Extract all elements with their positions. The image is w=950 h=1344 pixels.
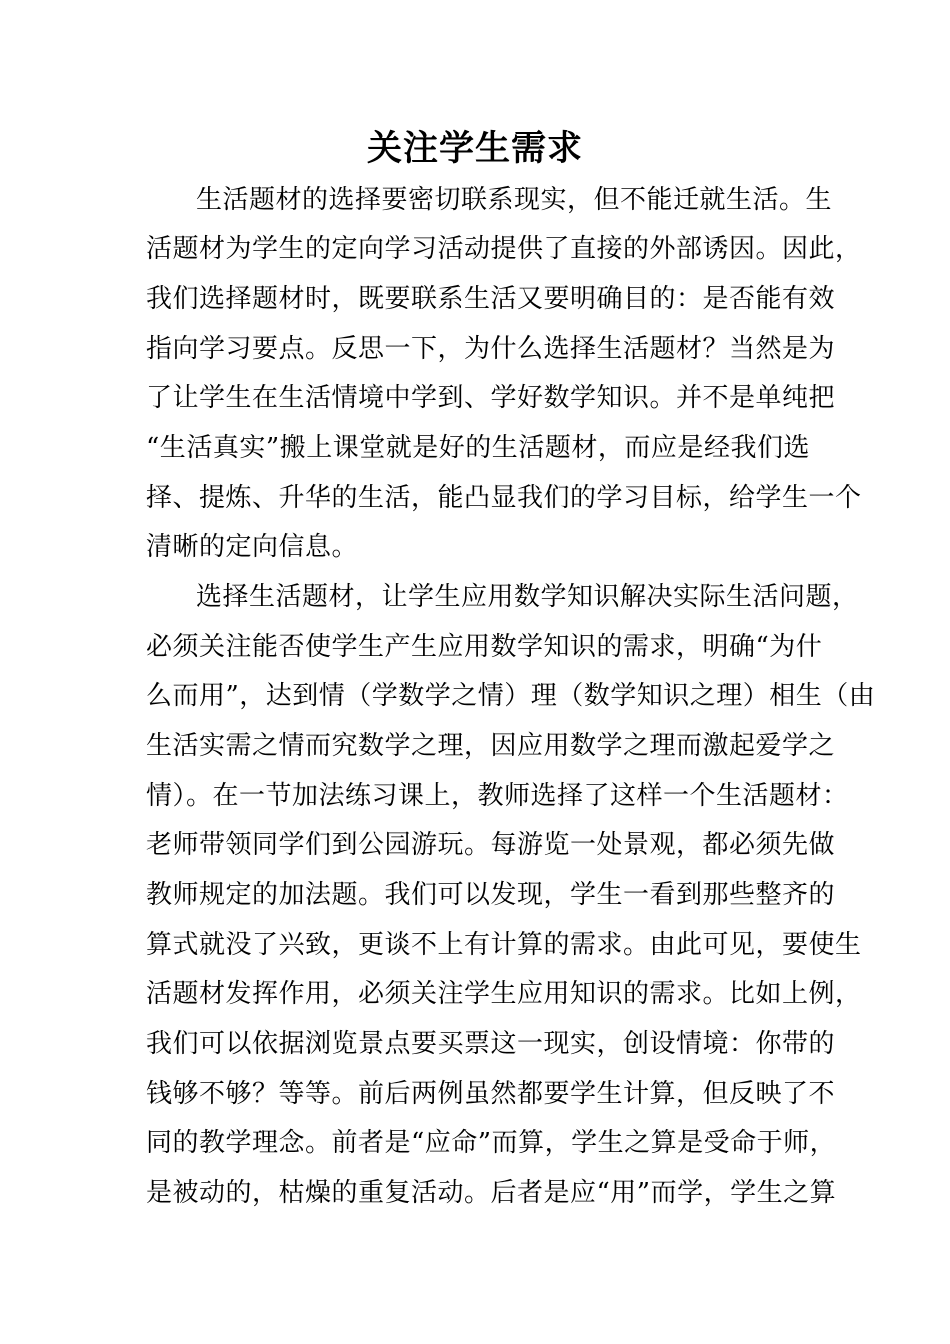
paragraph-2-line-5: 情）。在一节加法练习课上，教师选择了这样一个生活题材： [146,781,849,811]
paragraph-2-line-3: 么而用”，达到情（学数学之情）理（数学知识之理）相生（由 [146,681,876,711]
paragraph-1-line-2: 活题材为学生的定向学习活动提供了直接的外部诱因。因此， [146,234,862,264]
paragraph-1-line-1: 生活题材的选择要密切联系现实，但不能迁就生活。生 [196,185,833,215]
paragraph-2-line-1: 选择生活题材，让学生应用数学知识解决实际生活问题， [196,582,859,612]
paragraph-2-line-10: 我们可以依据浏览景点要买票这一现实，创设情境：你带的 [146,1029,836,1059]
paragraph-1-line-4: 指向学习要点。反思一下，为什么选择生活题材？当然是为 [146,334,836,364]
paragraph-2-line-6: 老师带领同学们到公园游玩。每游览一处景观，都必须先做 [146,830,836,860]
paragraph-2-line-9: 活题材发挥作用，必须关注学生应用知识的需求。比如上例， [146,979,862,1009]
paragraph-1-line-6: “生活真实”搬上课堂就是好的生活题材，而应是经我们选 [146,433,810,463]
paragraph-2-line-2: 必须关注能否使学生产生应用数学知识的需求，明确“为什 [146,632,823,662]
paragraph-2-line-11: 钱够不够？等等。前后两例虽然都要学生计算，但反映了不 [146,1079,836,1109]
paragraph-2-line-4: 生活实需之情而究数学之理，因应用数学之理而激起爱学之 [146,731,836,761]
paragraph-1-line-5: 了让学生在生活情境中学到、学好数学知识。并不是单纯把 [146,383,836,413]
paragraph-1-line-8: 清晰的定向信息。 [146,532,359,562]
paragraph-2-line-8: 算式就没了兴致，更谈不上有计算的需求。由此可见，要使生 [146,930,862,960]
paragraph-1-line-3: 我们选择题材时，既要联系生活又要明确目的：是否能有效 [146,284,836,314]
paragraph-2-line-12: 同的教学理念。前者是“应命”而算，学生之算是受命于师， [146,1128,837,1158]
paragraph-1-line-7: 择、提炼、升华的生活，能凸显我们的学习目标，给学生一个 [146,483,862,513]
paragraph-2-line-7: 教师规定的加法题。我们可以发现，学生一看到那些整齐的 [146,880,836,910]
document-title: 关注学生需求 [366,128,583,169]
paragraph-2-line-13: 是被动的，枯燥的重复活动。后者是应“用”而学，学生之算 [146,1178,837,1208]
